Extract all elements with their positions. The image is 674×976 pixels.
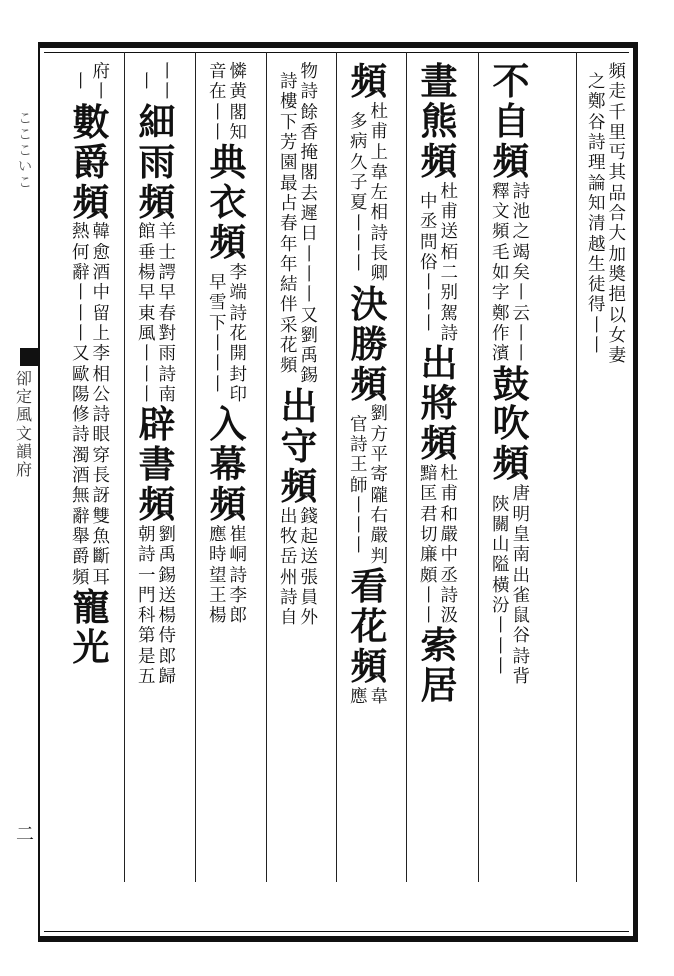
entry-annotation: 劉 方 平 寄 隴 右 嚴 判 官 詩 王 師 丨 丨 丨 <box>350 404 388 567</box>
entry-annotation: 杜 甫 和 嚴 中 丞 詩 汲 黯 匡 君 切 廉 頗 丨 丨 <box>420 464 458 627</box>
column-rule <box>195 52 196 882</box>
annotation-text: 頻 走 千 里 丐 其 品 合 大 加 奬 挹 以 女 妻 之 鄭 谷 詩 理 論 知 清 越 生 徒 得 丨 丨 <box>588 62 626 367</box>
column-rule <box>266 52 267 882</box>
text-column-2 <box>482 59 540 922</box>
entry-annotation: 崔 峒 詩 李 郎 應 時 望 王 楊 <box>209 524 247 627</box>
page-number: 二 <box>16 824 34 845</box>
entry-annotation: 劉 禹 錫 送 楊 侍 郎 歸 朝 詩 一 門 科 第 是 五 <box>138 524 176 688</box>
entry-headword: 細 雨 頻 <box>138 99 176 224</box>
left-margin-strip <box>0 52 42 932</box>
entry-headword: 鼓 吹 頻 <box>492 361 530 486</box>
entry-headword: 出 將 頻 <box>420 341 458 466</box>
entry-annotation: 唐 明 皇 南 出 雀 鼠 谷 詩 背 陝 關 山 隘 橫 汾 丨 丨 丨 <box>492 484 530 688</box>
margin-black-block <box>20 348 40 366</box>
entry-annotation: 物 詩 餘 香 掩 閣 去 遲 日 丨 丨 丨 又 劉 禹 錫 詩 樓 下 芳 園 最 占 春 年 年 結 伴 采 花 頻 <box>280 62 318 387</box>
entry-headword: 看 花 頻 <box>350 563 388 688</box>
entry-headword: 索 居 <box>420 623 458 708</box>
column-rule <box>576 52 577 882</box>
text-column-5 <box>270 62 328 922</box>
entry-annotation: 府 丨 丨 <box>72 62 110 103</box>
entry-headword: 不 自 頻 <box>492 59 530 183</box>
entry-annotation: 丨 丨 丨 <box>138 62 176 103</box>
text-column-8 <box>62 62 120 922</box>
entry-headword: 頻 <box>350 59 388 103</box>
entry-headword: 決 勝 頻 <box>350 281 388 406</box>
column-rule <box>336 52 337 882</box>
entry-annotation: 韓 愈 酒 中 留 上 李 相 公 詩 眼 穿 長 訝 雙 魚 斷 耳 熱 何 辭 丨 丨 丨 又 歐 陽 修 詩 濁 酒 無 辭 舉 爵 頻 <box>72 222 110 588</box>
entry-annotation: 錢 起 送 張 員 外 出 牧 岳 州 詩 自 <box>280 506 318 629</box>
column-rule <box>406 52 407 882</box>
text-column-7 <box>128 62 186 922</box>
entry-annotation: 羊 士 諤 早 春 對 雨 詩 南 館 垂 楊 早 東 風 丨 丨 丨 <box>138 222 176 405</box>
margin-text: こ こ こ い こ <box>18 111 32 191</box>
column-rule <box>478 52 479 882</box>
entry-headword: 數 爵 頻 <box>72 99 110 224</box>
text-column-6 <box>199 62 257 922</box>
book-title: 卻 定 風 文 韻 府 <box>16 369 33 480</box>
entry-headword: 晝 熊 頻 <box>420 59 458 183</box>
text-column-4 <box>340 59 398 922</box>
text-column-1 <box>578 62 636 922</box>
column-rule <box>124 52 125 882</box>
entry-headword: 典 衣 頻 <box>209 140 247 265</box>
text-column-3 <box>410 59 468 922</box>
entry-headword: 入 幕 頻 <box>209 402 247 527</box>
entry-headword: 寵 光 <box>72 584 110 669</box>
entry-headword: 出 守 頻 <box>280 383 318 508</box>
entry-headword: 辟 書 頻 <box>138 402 176 527</box>
entry-annotation: 韋 應 <box>350 686 388 707</box>
entry-annotation: 李 端 詩 花 開 封 印 早 雪 下 丨 丨 丨 <box>209 263 247 405</box>
entry-annotation: 憐 黄 閣 知 音 在 丨 丨 <box>209 62 247 143</box>
entry-annotation: 杜 甫 送 栢 二 别 駕 詩 中 丞 問 俗 丨 丨 丨 <box>420 181 458 344</box>
entry-annotation: 詩 池 之 竭 矣 丨 云 丨 丨 釋 文 頻 毛 如 字 鄭 作 濱 <box>492 181 530 365</box>
entry-annotation: 杜 甫 上 韋 左 相 詩 長 卿 多 病 久 子 夏 丨 丨 丨 <box>350 101 388 285</box>
